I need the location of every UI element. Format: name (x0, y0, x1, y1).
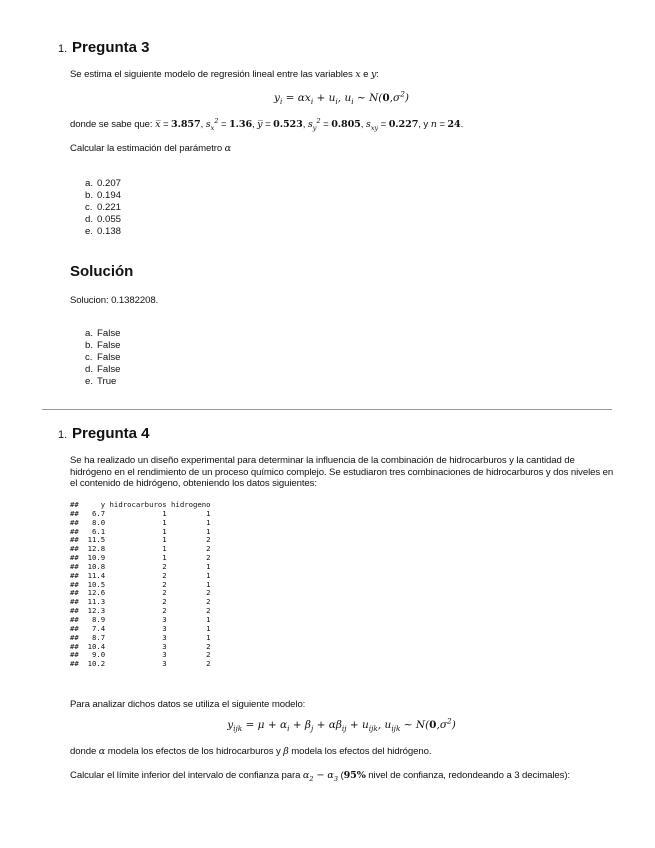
list-item (85, 352, 120, 364)
item-text: 0.207 (97, 178, 122, 189)
item-letter: b. (85, 340, 94, 351)
where-beta: β (283, 746, 289, 757)
item-letter: b. (85, 190, 94, 201)
item-text: False (97, 364, 121, 375)
anova-model-equation: $y_{ijk} = \mu + \alpha_i + \beta_j + \alpha\beta_{ij} + u_{ijk}$, $u_{ijk}$ ∼ $N(0,\sigma^2)$ (227, 716, 456, 734)
data-table-output (70, 501, 211, 669)
list-item (85, 202, 121, 214)
table-row: ## 8.7 3 1 (70, 632, 211, 642)
item-text: 0.221 (97, 202, 122, 213)
item-letter: e. (85, 376, 94, 387)
task-conf: 95% (343, 770, 366, 781)
where-alpha: α (98, 746, 106, 757)
intro-text: Se estima el siguiente modelo de regresión lineal entre las variables (70, 69, 356, 80)
regression-model-equation: $y_i = \alpha x_i + u_i$, $u_i$ ∼ $N(0,\sigma^2)$ (274, 89, 409, 107)
table-row: ## 11.5 1 2 (70, 535, 211, 545)
solution-title: Solución (70, 263, 134, 280)
table-row: ## 11.4 2 1 (70, 570, 211, 580)
list-item (85, 178, 121, 190)
stat-xbar: 3.857 (171, 119, 201, 130)
question-title: Pregunta 4 (72, 425, 150, 442)
item-letter: d. (85, 214, 94, 225)
table-row: ## 12.8 1 2 (70, 544, 211, 554)
table-row: ## 10.2 3 2 (70, 659, 211, 669)
list-item (85, 340, 120, 352)
table-row: ## 7.4 3 1 (70, 623, 211, 633)
list-item (85, 376, 120, 388)
list-item (85, 214, 121, 226)
section-divider (42, 409, 612, 410)
task-prefix: Calcular el límite inferior del intervalo de confianza para (70, 770, 303, 781)
list-item (85, 190, 121, 202)
item-text: 0.055 (97, 214, 122, 225)
task-suffix: nivel de confianza, redondeando a 3 decimales): (365, 770, 571, 781)
solution-text: Solucion: 0.1382208. (70, 295, 159, 306)
table-row: ## 6.7 1 1 (70, 508, 211, 518)
question-3-task (70, 143, 615, 155)
table-header: ## y hidrocarburos hidrogeno (70, 500, 211, 509)
question-3-heading (58, 39, 150, 56)
stat-sy2: 0.805 (331, 119, 361, 130)
item-text: False (97, 340, 121, 351)
table-row: ## 10.5 2 1 (70, 579, 211, 589)
colon-text: : (376, 69, 379, 80)
table-row: ## 12.3 2 2 (70, 606, 211, 616)
solution-answers (85, 328, 120, 388)
question-3-options (85, 178, 121, 238)
item-letter: d. (85, 364, 94, 375)
item-text: 0.138 (97, 226, 122, 237)
item-text: False (97, 328, 121, 339)
stat-sx2: 1.36 (229, 119, 253, 130)
question-4-intro: Se ha realizado un diseño experimental para determinar la influencia de la combinación de hidrocarburos y la cantidad de hidrógeno en el rendimiento de un proceso químico complejo. Se estudiaron tres combinaciones de hidrocarburos y dos niveles en el contenido de hidrógeno, obteniendo los datos siguientes: (70, 455, 614, 489)
table-row: ## 8.9 3 1 (70, 614, 211, 624)
stat-ybar: 0.523 (273, 119, 303, 130)
item-letter: a. (85, 178, 94, 189)
list-item (85, 328, 120, 340)
stat-n: 24 (447, 119, 461, 130)
table-row: ## 6.1 1 1 (70, 526, 211, 536)
table-row: ## 8.0 1 1 (70, 517, 211, 527)
where-suffix: modela los efectos del hidrógeno. (288, 746, 432, 757)
question-3-intro (70, 69, 615, 81)
question-title: Pregunta 3 (72, 39, 150, 56)
task-text: Calcular la estimación del parámetro (70, 143, 225, 154)
question-4-where (70, 746, 615, 758)
item-text: 0.194 (97, 190, 122, 201)
stats-prefix: donde se sabe que: (70, 119, 156, 130)
table-row: ## 11.3 2 2 (70, 597, 211, 607)
var-y: y (370, 69, 377, 80)
task-param: α (224, 143, 232, 154)
item-letter: a. (85, 328, 94, 339)
question-3-stats: donde se sabe que: x̅ = 3.857, $s_x^2 = 1.36$, y̅ = 0.523, $s_y^2 = 0.805$, $s_{xy} = 0.227$, y n = 24. (70, 116, 464, 132)
item-letter: c. (85, 202, 93, 213)
item-text: False (97, 352, 121, 363)
question-number: 1. (58, 429, 68, 441)
table-row: ## 12.6 2 2 (70, 588, 211, 598)
where-prefix: donde (70, 746, 99, 757)
where-mid: modela los efectos de los hidrocarburos y (105, 746, 284, 757)
item-letter: e. (85, 226, 94, 237)
stat-sxy: 0.227 (388, 119, 419, 130)
question-4-analysis-text: Para analizar dichos datos se utiliza el siguiente modelo: (70, 699, 306, 710)
table-row: ## 10.8 2 1 (70, 561, 211, 571)
table-row: ## 10.9 1 2 (70, 553, 211, 563)
item-letter: c. (85, 352, 93, 363)
question-4-task: Calcular el límite inferior del intervalo de confianza para $\alpha_2 - \alpha_3$ (95% nivel de confianza, redondeando a 3 decimales): (70, 770, 571, 783)
table-row: ## 9.0 3 2 (70, 650, 211, 660)
list-item (85, 226, 121, 238)
var-x: x (355, 69, 361, 80)
table-row: ## 10.4 3 2 (70, 641, 211, 651)
stats-n-prefix: , y (418, 119, 431, 130)
item-text: True (97, 376, 117, 387)
question-number: 1. (58, 43, 68, 55)
question-4-heading (58, 425, 150, 442)
list-item (85, 364, 120, 376)
conj-text: e (360, 69, 371, 80)
